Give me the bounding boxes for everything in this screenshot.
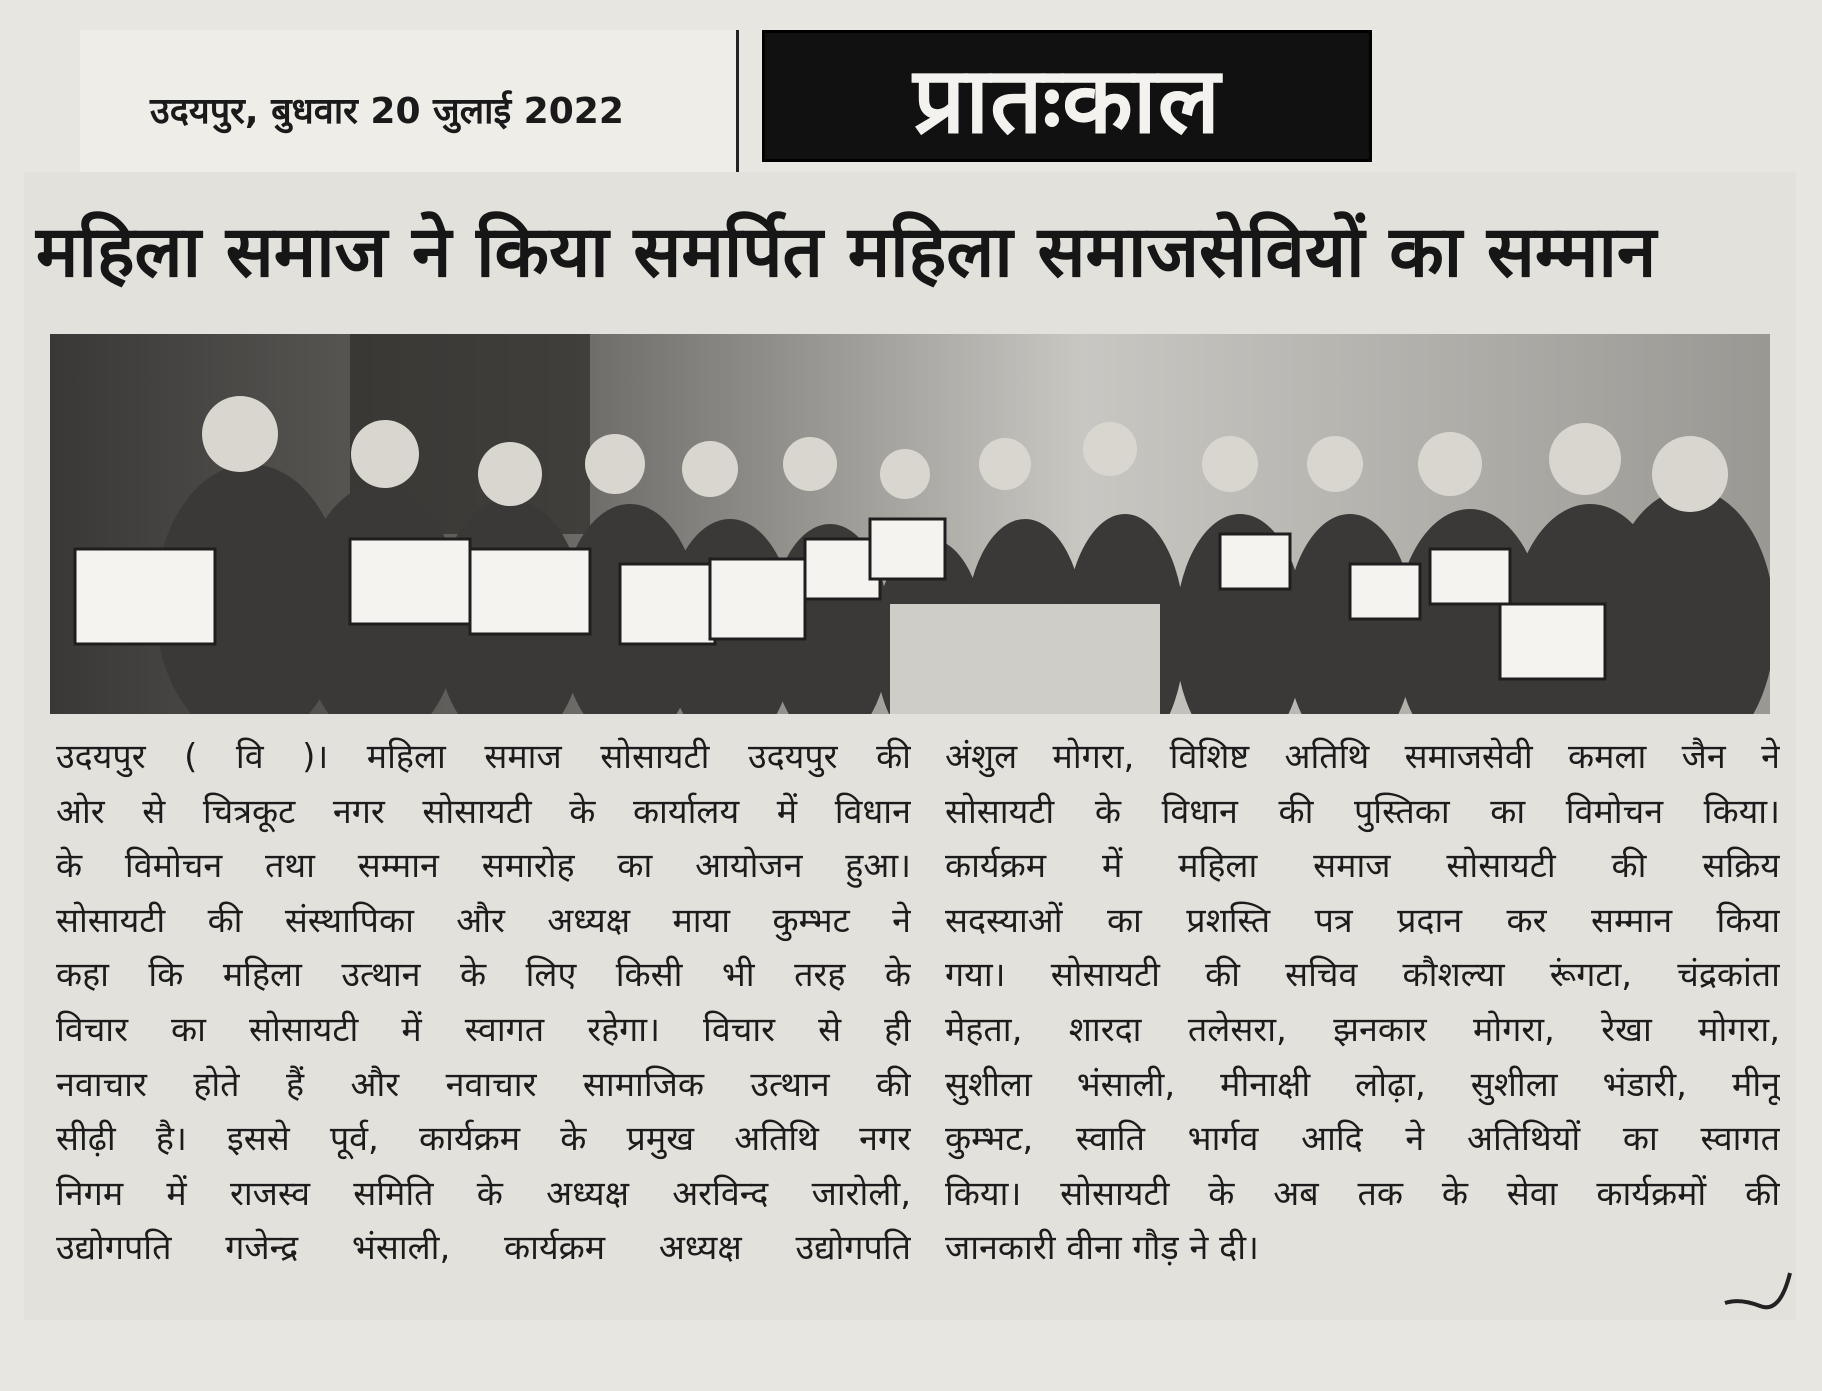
article-line: किया। सोसायटी के अब तक के सेवा कार्यक्रमों की — [945, 1173, 1780, 1214]
article-line: सीढ़ी है। इससे पूर्व, कार्यक्रम के प्रमुख अतिथि नगर — [56, 1119, 911, 1160]
article-line: नवाचार होते हैं और नवाचार सामाजिक उत्थान की — [56, 1064, 911, 1105]
dateline-clipping — [80, 30, 739, 183]
article-line: गया। सोसायटी की सचिव कौशल्या रूंगटा, चंद्रकांता — [945, 955, 1780, 996]
article-line: उद्योगपति गजेन्द्र भंसाली, कार्यक्रम अध्यक्ष उद्योगपति — [56, 1228, 911, 1269]
article-line: मेहता, शारदा तलेसरा, झनकार मोगरा, रेखा मोगरा, — [945, 1009, 1780, 1050]
article-line: उदयपुर ( वि )। महिला समाज सोसायटी उदयपुर की — [56, 737, 911, 777]
dateline: उदयपुर, बुधवार 20 जुलाई 2022 — [150, 91, 624, 132]
article-column-right — [945, 730, 1780, 1300]
masthead-title: प्रातःकाल — [912, 45, 1222, 154]
article-line: कहा कि महिला उत्थान के लिए किसी भी तरह के — [56, 955, 911, 996]
article-line: ओर से चित्रकूट नगर सोसायटी के कार्यालय में विधान — [56, 791, 911, 832]
article-line: अंशुल मोगरा, विशिष्ट अतिथि समाजसेवी कमला जैन ने — [945, 737, 1780, 777]
article-line: विचार का सोसायटी में स्वागत रहेगा। विचार से ही — [56, 1009, 911, 1050]
group-photo — [50, 334, 1770, 714]
article-line: सदस्याओं का प्रशस्ति पत्र प्रदान कर सम्मान किया — [945, 900, 1780, 941]
article-line: कुम्भट, स्वाति भार्गव आदि ने अतिथियों का स्वागत — [945, 1119, 1780, 1160]
article-line: निगम में राजस्व समिति के अध्यक्ष अरविन्द जारोली, — [56, 1173, 911, 1214]
article-line: सोसायटी की संस्थापिका और अध्यक्ष माया कुम्भट ने — [56, 900, 911, 941]
article-line: कार्यक्रम में महिला समाज सोसायटी की सक्रिय — [945, 846, 1780, 887]
article-column-left — [56, 730, 911, 1300]
article-line: के विमोचन तथा सम्मान समारोह का आयोजन हुआ। — [56, 846, 911, 887]
article-headline: महिला समाज ने किया समर्पित महिला समाजसेवियों का सम्मान — [36, 210, 1657, 293]
article-line: सोसायटी के विधान की पुस्तिका का विमोचन किया। — [945, 791, 1780, 832]
article-line: सुशीला भंसाली, मीनाक्षी लोढ़ा, सुशीला भंडारी, मीनू — [945, 1064, 1780, 1105]
article-line: जानकारी वीना गौड़ ने दी। — [945, 1228, 1259, 1269]
pen-mark — [1720, 1268, 1800, 1318]
newspaper-masthead — [762, 30, 1372, 162]
